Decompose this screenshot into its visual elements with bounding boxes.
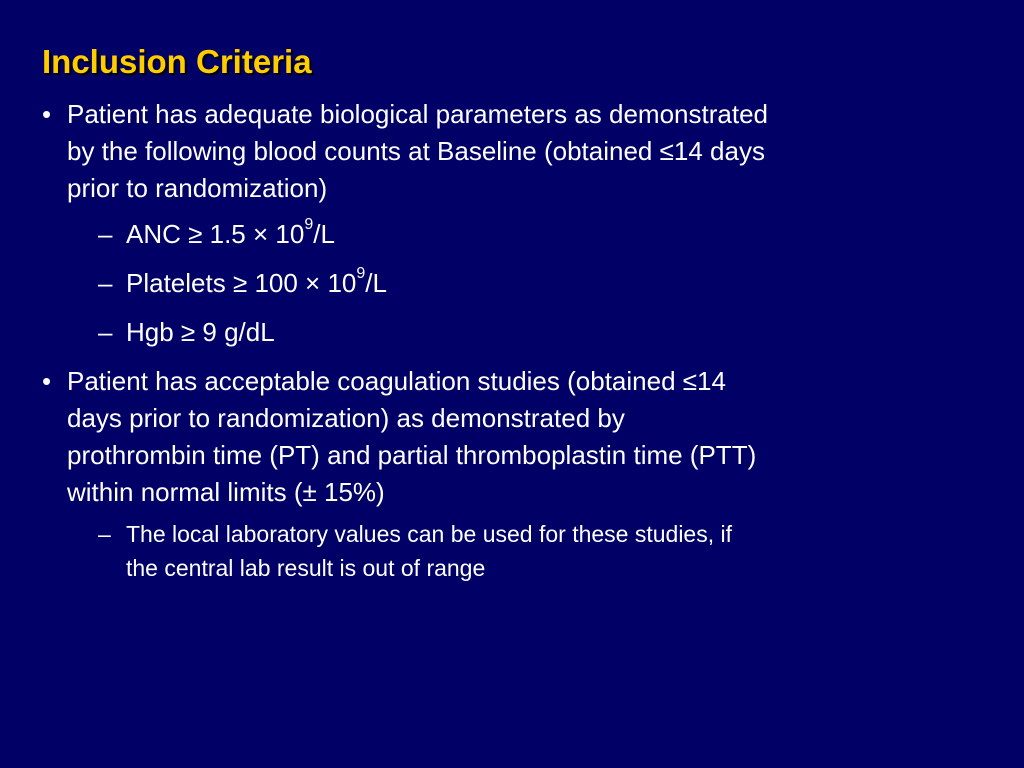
subitem-hgb [42,314,922,351]
bullet-text-line: within normal limits (± 15%) [67,477,385,507]
subitem-suffix: /L [313,219,335,249]
dash-icon: – [98,219,113,249]
subitem-suffix: /L [365,268,387,298]
dash-icon: – [98,521,111,547]
subitem-text-line: the central lab result is out of range [126,555,486,581]
subitem-prefix: Platelets ≥ 100 × 10 [126,268,357,298]
dash-icon: – [98,268,113,298]
bullet-text-line: prothrombin time (PT) and partial thromboplastin time (PTT) [67,440,757,470]
bullet-text-line: Patient has adequate biological parameters as demonstrated [67,99,768,129]
slide-title: Inclusion Criteria [42,43,312,80]
subitem-superscript: 9 [356,265,366,283]
bullet-item-coagulation [42,363,922,511]
bullet-text-line: prior to randomization) [67,173,328,203]
subitem-prefix: Hgb ≥ 9 g/dL [126,317,275,347]
subitem-local-lab [42,517,922,585]
subitem-anc [42,216,922,253]
bullet-item-blood-counts [42,96,922,207]
subitem-platelets [42,265,922,302]
bullet-icon: • [42,99,52,129]
subitem-text-line: The local laboratory values can be used for these studies, if [126,521,733,547]
slide-body [42,96,922,597]
bullet-text-line: Patient has acceptable coagulation studies (obtained ≤14 [67,366,726,396]
bullet-text-line: by the following blood counts at Baseline (obtained ≤14 days [67,136,765,166]
dash-icon: – [98,317,113,347]
bullet-icon: • [42,366,52,396]
subitem-prefix: ANC ≥ 1.5 × 10 [126,219,305,249]
bullet-text-line: days prior to randomization) as demonstrated by [67,403,625,433]
subitem-superscript: 9 [304,216,314,234]
